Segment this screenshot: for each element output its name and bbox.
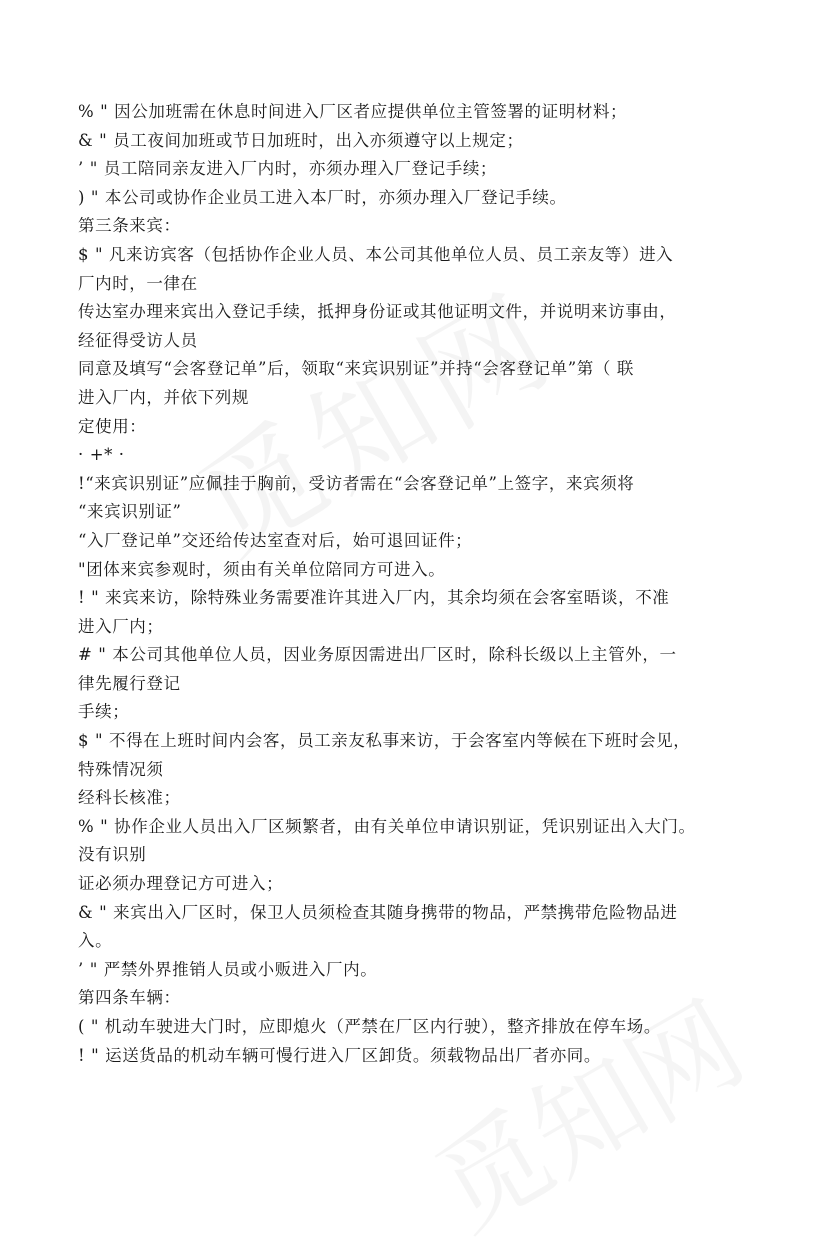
text-line: 没有识别 — [78, 845, 147, 865]
text-line: % " 协作企业人员出入厂区频繁者，由有关单位申请识别证，凭识别证出入大门。 — [78, 816, 696, 836]
text-line: !“来宾识别证”应佩挂于胸前，受访者需在“会客登记单”上签字，来宾须将 — [78, 473, 635, 493]
text-line: “来宾识别证” — [78, 502, 182, 522]
text-line: 定使用： — [78, 416, 147, 436]
text-line: "团体来宾参观时，须由有关单位陪同方可进入。 — [78, 559, 446, 579]
text-line: 特殊情况须 — [78, 759, 164, 779]
text-line: ) " 本公司或协作企业员工进入本厂时，亦须办理入厂登记手续。 — [78, 187, 567, 207]
text-line: · +* · — [78, 445, 125, 465]
text-line: 手续； — [78, 702, 130, 722]
text-line: ! " 运送货品的机动车辆可慢行进入厂区卸货。须载物品出厂者亦同。 — [78, 1045, 602, 1065]
text-line: 进入厂内； — [78, 616, 164, 636]
text-line: $ " 不得在上班时间内会客，员工亲友私事来访，于会客室内等候在下班时会见， — [78, 731, 691, 751]
section-heading: 第四条车辆： — [78, 988, 181, 1008]
text-line: 同意及填写“会客登记单”后，领取“来宾识别证”并持“会客登记单”第（ 联 — [78, 359, 634, 379]
text-line: # " 本公司其他单位人员，因业务原因需进出厂区时，除科长级以上主管外，一 — [78, 645, 677, 665]
text-line: 证必须办理登记方可进入； — [78, 874, 284, 894]
text-line: ’ " 严禁外界推销人员或小贩进入厂内。 — [78, 959, 378, 979]
text-line: 律先履行登记 — [78, 673, 181, 693]
text-line: 传达室办理来宾出入登记手续，抵押身份证或其他证明文件，并说明来访事由， — [78, 302, 677, 322]
text-line: & " 员工夜间加班或节日加班时，出入亦须遵守以上规定； — [78, 130, 524, 150]
section-heading: 第三条来宾： — [78, 216, 181, 236]
text-line: & " 来宾出入厂区时，保卫人员须检查其随身携带的物品，严禁携带危险物品进 — [78, 902, 678, 922]
document-body — [78, 98, 768, 1070]
text-line: ’ " 员工陪同亲友进入厂内时，亦须办理入厂登记手续； — [78, 159, 498, 179]
text-line: ! " 来宾来访，除特殊业务需要准许其进入厂内，其余均须在会客室晤谈，不准 — [78, 588, 670, 608]
text-line: % " 因公加班需在休息时间进入厂区者应提供单位主管签署的证明材料； — [78, 102, 628, 121]
text-line: 厂内时，一律在 — [78, 273, 198, 293]
text-line: 入。 — [78, 931, 113, 951]
text-line: 经征得受访人员 — [78, 330, 198, 350]
text-line: “入厂登记单”交还给传达室查对后，始可退回证件； — [78, 530, 473, 550]
text-line: ( " 机动车驶进大门时，应即熄火（严禁在厂区内行驶），整齐排放在停车场。 — [78, 1017, 661, 1036]
text-line: 经科长核准； — [78, 788, 181, 808]
text-line: $ " 凡来访宾客（包括协作企业人员、本公司其他单位人员、员工亲友等）进入 — [78, 244, 674, 264]
text-line: 进入厂内，并依下列规 — [78, 387, 249, 407]
